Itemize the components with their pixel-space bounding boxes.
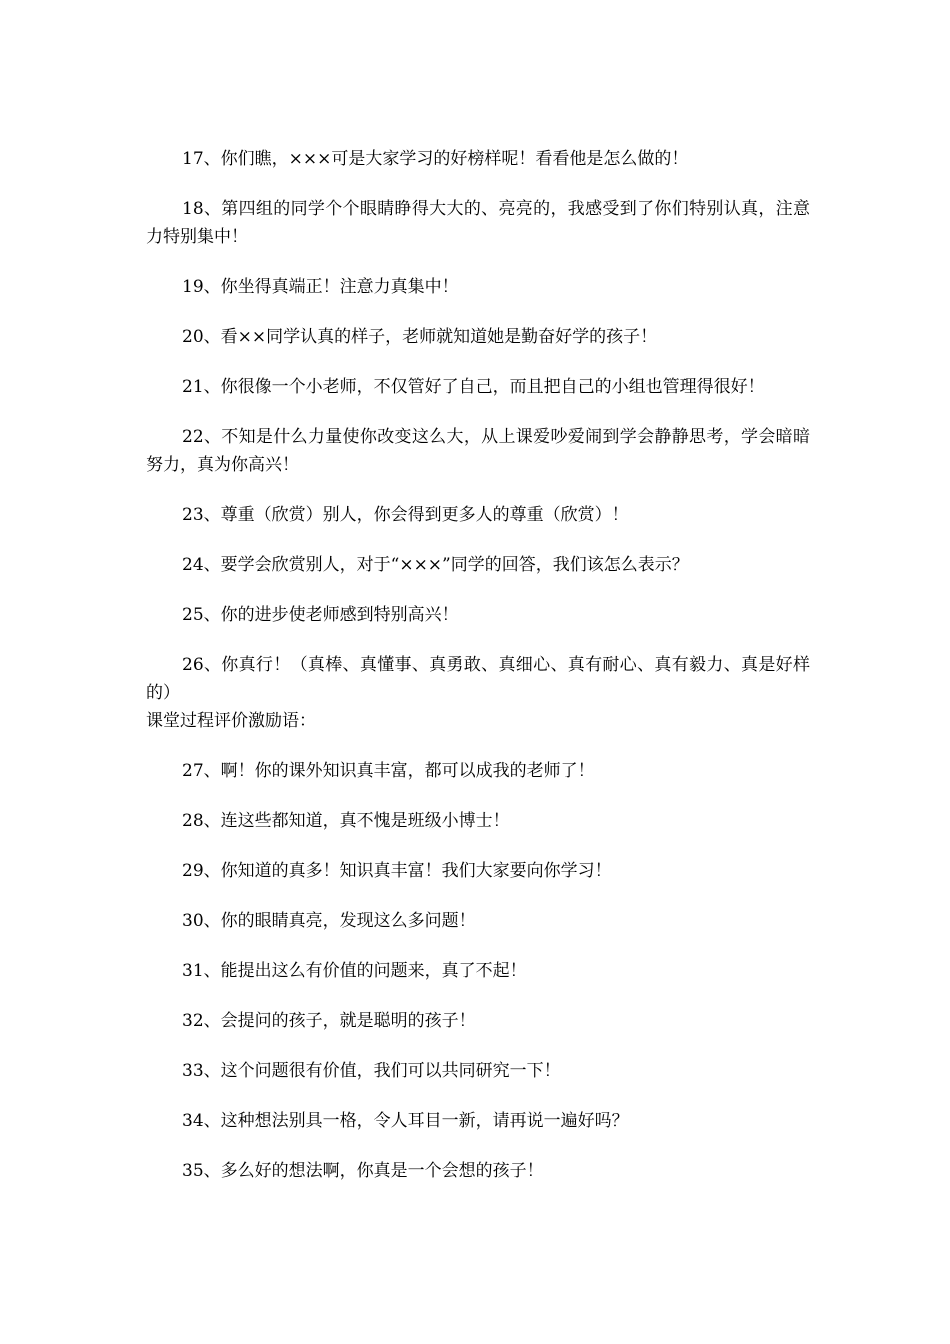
paragraph-item-32: 32、会提问的孩子，就是聪明的孩子！ <box>182 1011 476 1031</box>
paragraph-item-34: 34、这种想法别具一格，令人耳目一新，请再说一遍好吗？ <box>182 1111 629 1131</box>
paragraph-item-33: 33、这个问题很有价值，我们可以共同研究一下！ <box>182 1061 561 1081</box>
paragraph-item-30: 30、你的眼睛真亮，发现这么多问题！ <box>182 911 476 931</box>
paragraph-item-18: 18、第四组的同学个个眼睛睁得大大的、亮亮的，我感受到了你们特别认真，注意力特别集中！ <box>146 199 810 247</box>
paragraph-item-22: 22、不知是什么力量使你改变这么大，从上课爱吵爱闹到学会静静思考，学会暗暗努力，真为你高兴！ <box>146 427 810 475</box>
paragraph-item-26: 26、你真行！（真棒、真懂事、真勇敢、真细心、真有耐心、真有毅力、真是好样的） <box>146 655 810 703</box>
paragraph-item-29: 29、你知道的真多！知识真丰富！我们大家要向你学习！ <box>182 861 612 881</box>
paragraph-item-35: 35、多么好的想法啊，你真是一个会想的孩子！ <box>182 1161 544 1181</box>
paragraph-item-28: 28、连这些都知道，真不愧是班级小博士！ <box>182 811 510 831</box>
paragraph-item-19: 19、你坐得真端正！注意力真集中！ <box>182 277 459 297</box>
paragraph-item-24: 24、要学会欣赏别人，对于“×××”同学的回答，我们该怎么表示？ <box>182 555 689 575</box>
paragraph-item-21: 21、你很像一个小老师，不仅管好了自己，而且把自己的小组也管理得很好！ <box>182 377 765 397</box>
document-page <box>146 145 810 1207</box>
paragraph-item-27: 27、啊！你的课外知识真丰富，都可以成我的老师了！ <box>182 761 595 781</box>
paragraph-item-23: 23、尊重（欣赏）别人，你会得到更多人的尊重（欣赏）！ <box>182 505 629 525</box>
section-heading: 课堂过程评价激励语： <box>146 711 316 731</box>
paragraph-item-17: 17、你们瞧，×××可是大家学习的好榜样呢！看看他是怎么做的！ <box>182 149 689 169</box>
paragraph-item-20: 20、看××同学认真的样子，老师就知道她是勤奋好学的孩子！ <box>182 327 658 347</box>
paragraph-item-31: 31、能提出这么有价值的问题来，真了不起！ <box>182 961 527 981</box>
paragraph-item-25: 25、你的进步使老师感到特别高兴！ <box>182 605 459 625</box>
